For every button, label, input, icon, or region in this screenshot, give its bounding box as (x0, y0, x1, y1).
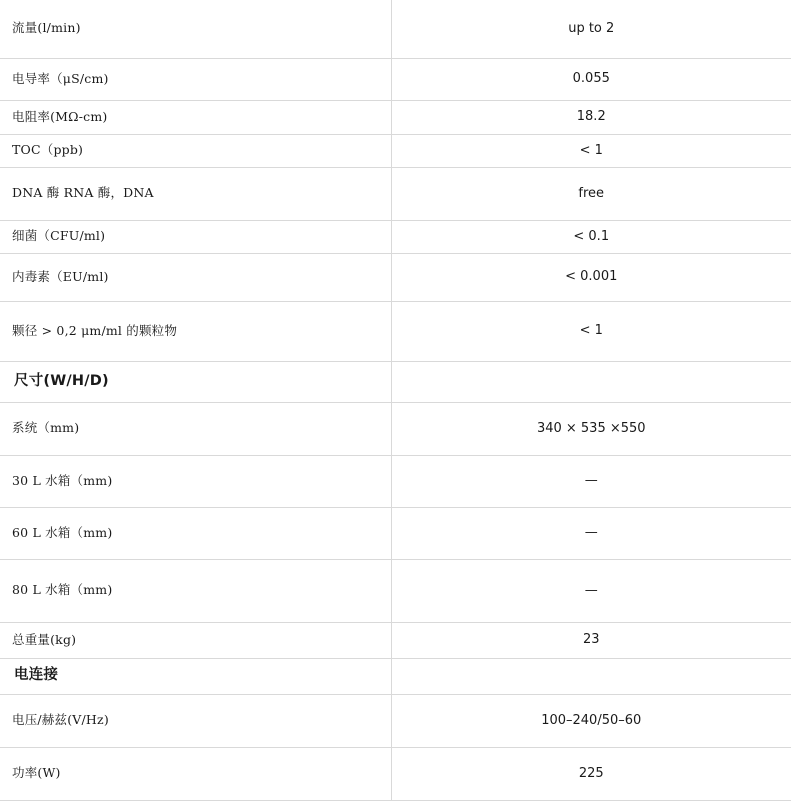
table-row (0, 622, 791, 658)
spec-label: 电导率（μS/cm) (0, 58, 391, 100)
spec-label: DNA 酶 RNA 酶，DNA (0, 167, 391, 220)
table-row (0, 220, 791, 253)
table-row (0, 134, 791, 167)
spec-value: < 0.001 (391, 253, 791, 301)
table-row (0, 402, 791, 455)
spec-value: 0.055 (391, 58, 791, 100)
spec-label: 细菌（CFU/ml) (0, 220, 391, 253)
table-section-row (0, 658, 791, 694)
table-row (0, 167, 791, 220)
spec-label: 电压/赫兹(V/Hz) (0, 694, 391, 747)
spec-label: 内毒素（EU/ml) (0, 253, 391, 301)
spec-value: — (391, 455, 791, 507)
spec-value (391, 658, 791, 694)
table-row (0, 507, 791, 559)
table-row (0, 559, 791, 622)
spec-value: 225 (391, 747, 791, 800)
spec-value: 100–240/50–60 (391, 694, 791, 747)
table-row (0, 253, 791, 301)
spec-label: TOC（ppb) (0, 134, 391, 167)
spec-label: 功率(W) (0, 747, 391, 800)
spec-label: 80 L 水箱（mm) (0, 559, 391, 622)
spec-label: 总重量(kg) (0, 622, 391, 658)
spec-value: free (391, 167, 791, 220)
table-row (0, 58, 791, 100)
spec-value (391, 361, 791, 402)
spec-value: up to 2 (391, 0, 791, 58)
table-section-row (0, 361, 791, 402)
spec-value: 23 (391, 622, 791, 658)
spec-value: < 0.1 (391, 220, 791, 253)
spec-label: 电阻率(MΩ-cm) (0, 100, 391, 134)
spec-label: 30 L 水箱（mm) (0, 455, 391, 507)
table-row (0, 747, 791, 800)
spec-label: 系统（mm) (0, 402, 391, 455)
spec-label: 电连接 (0, 658, 391, 694)
spec-value: 340 × 535 ×550 (391, 402, 791, 455)
spec-value: 18.2 (391, 100, 791, 134)
spec-label: 颗径 > 0,2 μm/ml 的颗粒物 (0, 301, 391, 361)
spec-value: — (391, 507, 791, 559)
table-row (0, 100, 791, 134)
spec-value: < 1 (391, 134, 791, 167)
spec-label: 尺寸(W/H/D) (0, 361, 391, 402)
spec-value: < 1 (391, 301, 791, 361)
spec-label: 流量(l/min) (0, 0, 391, 58)
table-row (0, 0, 791, 58)
table-row (0, 455, 791, 507)
spec-value: — (391, 559, 791, 622)
table-row (0, 694, 791, 747)
spec-label: 60 L 水箱（mm) (0, 507, 391, 559)
table-row (0, 301, 791, 361)
